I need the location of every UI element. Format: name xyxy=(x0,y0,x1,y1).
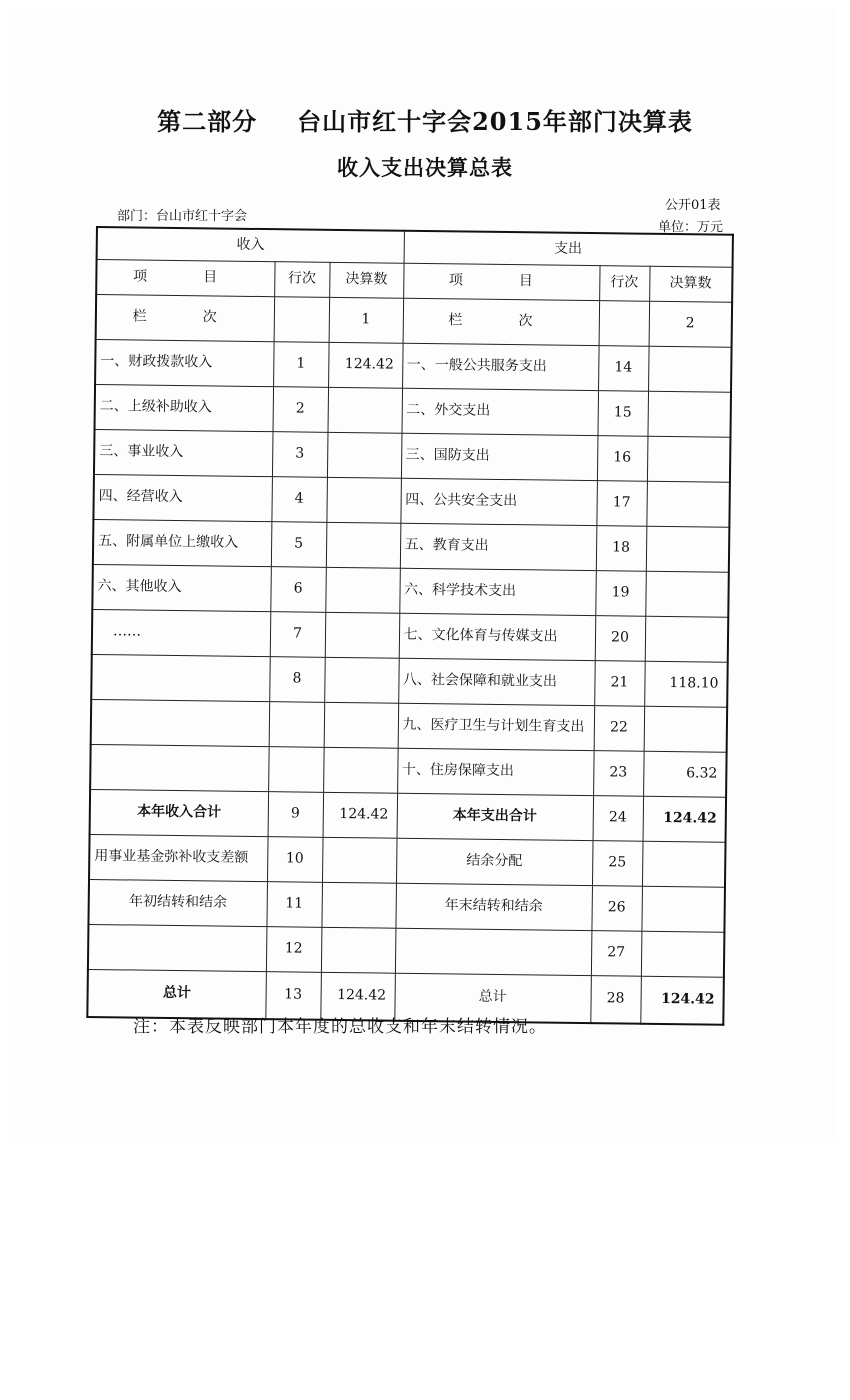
income-subtotal-row-no: 9 xyxy=(268,792,324,838)
income-lanci-col: 1 xyxy=(329,297,404,343)
table-row xyxy=(89,834,726,887)
income-amount xyxy=(324,702,399,748)
expense-row-no: 19 xyxy=(595,571,646,617)
income-total-amount: 124.42 xyxy=(320,972,395,1020)
income-item xyxy=(90,744,269,791)
expense-amount xyxy=(646,526,730,572)
income-row-no: 8 xyxy=(269,657,325,703)
expense-amount xyxy=(647,436,731,482)
expense-amount xyxy=(648,346,732,392)
income-item xyxy=(91,654,270,701)
expense-subtotal-label: 本年支出合计 xyxy=(397,793,594,840)
table-row xyxy=(94,429,731,482)
income-amount xyxy=(326,477,401,523)
expense-amount xyxy=(642,841,726,887)
income-row-no xyxy=(268,747,324,793)
table-row xyxy=(93,519,730,572)
expense-item-header: 项 目 xyxy=(403,263,599,300)
expense-item: 六、科学技术支出 xyxy=(399,568,596,615)
income-row-no: 7 xyxy=(270,612,326,658)
expense-row-no: 21 xyxy=(594,661,645,707)
income-amount: 124.42 xyxy=(328,342,403,388)
expense-subtotal-amount: 124.42 xyxy=(643,796,727,842)
table-row xyxy=(91,699,728,752)
income-row-no: 12 xyxy=(266,927,322,973)
expense-row-no: 23 xyxy=(593,751,644,797)
income-amount xyxy=(327,387,402,433)
expense-row-no: 15 xyxy=(597,391,648,437)
expense-lanci-label: 栏 次 xyxy=(403,298,600,345)
income-item xyxy=(91,699,270,746)
income-item-header: 项 目 xyxy=(96,260,274,297)
expense-amount xyxy=(644,706,728,752)
income-section-header: 收入 xyxy=(97,227,404,263)
lanci-row xyxy=(96,295,733,348)
expense-item: 七、文化体育与传媒支出 xyxy=(399,613,596,660)
income-amount-header: 决算数 xyxy=(329,262,403,298)
expense-total-row-no: 28 xyxy=(590,976,641,1024)
income-lanci-label: 栏 次 xyxy=(96,295,275,342)
expense-row-no: 22 xyxy=(594,706,645,752)
expense-item: 年末结转和结余 xyxy=(395,883,592,930)
part-label: 第二部分 xyxy=(157,107,258,136)
expense-row-no: 27 xyxy=(591,931,642,977)
table-subtitle: 收入支出决算总表 xyxy=(337,155,513,180)
expense-subtotal-row-no: 24 xyxy=(593,796,644,842)
table-row xyxy=(88,924,725,977)
table-row xyxy=(95,385,732,438)
income-row-no: 2 xyxy=(273,387,329,433)
income-row-no xyxy=(269,702,325,748)
income-row-no: 1 xyxy=(273,342,329,388)
expense-amount xyxy=(645,571,729,617)
expense-total-amount: 124.42 xyxy=(640,976,724,1025)
subtotal-row xyxy=(90,789,727,842)
expense-item: 九、医疗卫生与计划生育支出 xyxy=(398,703,595,750)
income-row-no: 10 xyxy=(267,837,323,883)
expense-amount xyxy=(641,886,725,932)
expense-item: 四、公共安全支出 xyxy=(400,478,597,525)
income-total-row-no: 13 xyxy=(265,972,321,1020)
expense-row-no: 16 xyxy=(597,436,648,482)
income-amount xyxy=(321,882,396,928)
income-total-label: 总计 xyxy=(87,969,266,1019)
table-row xyxy=(95,340,732,393)
expense-amount xyxy=(645,616,729,662)
income-amount xyxy=(322,837,397,883)
income-row-no: 3 xyxy=(272,432,328,478)
income-item: 一、财政拨款收入 xyxy=(95,340,274,387)
income-row-no: 11 xyxy=(266,882,322,928)
expense-row-no: 20 xyxy=(595,616,646,662)
expense-amount xyxy=(641,931,725,977)
expense-item: 八、社会保障和就业支出 xyxy=(398,658,595,705)
expense-item: 结余分配 xyxy=(396,838,593,885)
table-note: 注：本表反映部门本年度的总收支和年末结转情况。 xyxy=(133,1017,547,1037)
income-row-header: 行次 xyxy=(274,262,329,298)
income-subtotal-label: 本年收入合计 xyxy=(90,789,269,836)
expense-row-no: 14 xyxy=(598,346,649,392)
table-row xyxy=(90,744,727,797)
expense-item: 二、外交支出 xyxy=(401,388,598,435)
income-lanci-row xyxy=(274,297,330,343)
page-title xyxy=(0,102,850,137)
expense-row-header: 行次 xyxy=(599,266,649,302)
income-row-no: 5 xyxy=(271,522,327,568)
table-row xyxy=(91,654,728,707)
income-amount xyxy=(325,612,400,658)
table-row xyxy=(92,564,729,617)
expense-row-no: 17 xyxy=(596,481,647,527)
unit-label: 单位：万元 xyxy=(658,220,724,235)
expense-item: 三、国防支出 xyxy=(401,433,598,480)
income-item: …… xyxy=(92,609,271,656)
table-row xyxy=(92,609,729,662)
income-amount xyxy=(326,522,401,568)
income-item: 三、事业收入 xyxy=(94,429,273,476)
income-item: 六、其他收入 xyxy=(92,564,271,611)
expense-lanci-row xyxy=(599,301,650,347)
expense-amount xyxy=(647,391,731,437)
department-label: 部门：台山市红十字会 xyxy=(117,209,248,224)
document-title: 台山市红十字会2015年部门决算表 xyxy=(297,107,693,136)
expense-section-header: 支出 xyxy=(404,231,733,268)
income-amount xyxy=(325,567,400,613)
income-row-no: 4 xyxy=(271,477,327,523)
expense-amount: 118.10 xyxy=(644,661,728,707)
form-code: 公开01表 xyxy=(665,198,721,213)
expense-lanci-col: 2 xyxy=(649,301,733,347)
expense-amount: 6.32 xyxy=(643,751,727,797)
income-amount xyxy=(321,927,396,973)
income-item: 四、经营收入 xyxy=(93,474,272,521)
budget-table xyxy=(86,226,734,1026)
expense-row-no: 25 xyxy=(592,841,643,887)
expense-total-label: 总计 xyxy=(394,973,591,1023)
income-row-no: 6 xyxy=(270,567,326,613)
expense-amount xyxy=(646,481,730,527)
income-amount xyxy=(324,657,399,703)
income-item: 用事业基金弥补收支差额 xyxy=(89,834,268,881)
income-item: 五、附属单位上缴收入 xyxy=(93,519,272,566)
income-item xyxy=(88,924,267,971)
income-amount xyxy=(323,747,398,793)
income-subtotal-amount: 124.42 xyxy=(323,792,398,838)
expense-item: 一、一般公共服务支出 xyxy=(402,343,599,390)
expense-item xyxy=(395,928,592,975)
expense-amount-header: 决算数 xyxy=(649,266,732,302)
table-row xyxy=(93,474,730,527)
expense-item: 五、教育支出 xyxy=(400,523,597,570)
expense-row-no: 18 xyxy=(596,526,647,572)
income-item: 年初结转和结余 xyxy=(88,879,267,926)
income-item: 二、上级补助收入 xyxy=(95,385,274,432)
expense-item: 十、住房保障支出 xyxy=(397,748,594,795)
expense-row-no: 26 xyxy=(591,886,642,932)
income-amount xyxy=(327,432,402,478)
table-row xyxy=(88,879,725,932)
